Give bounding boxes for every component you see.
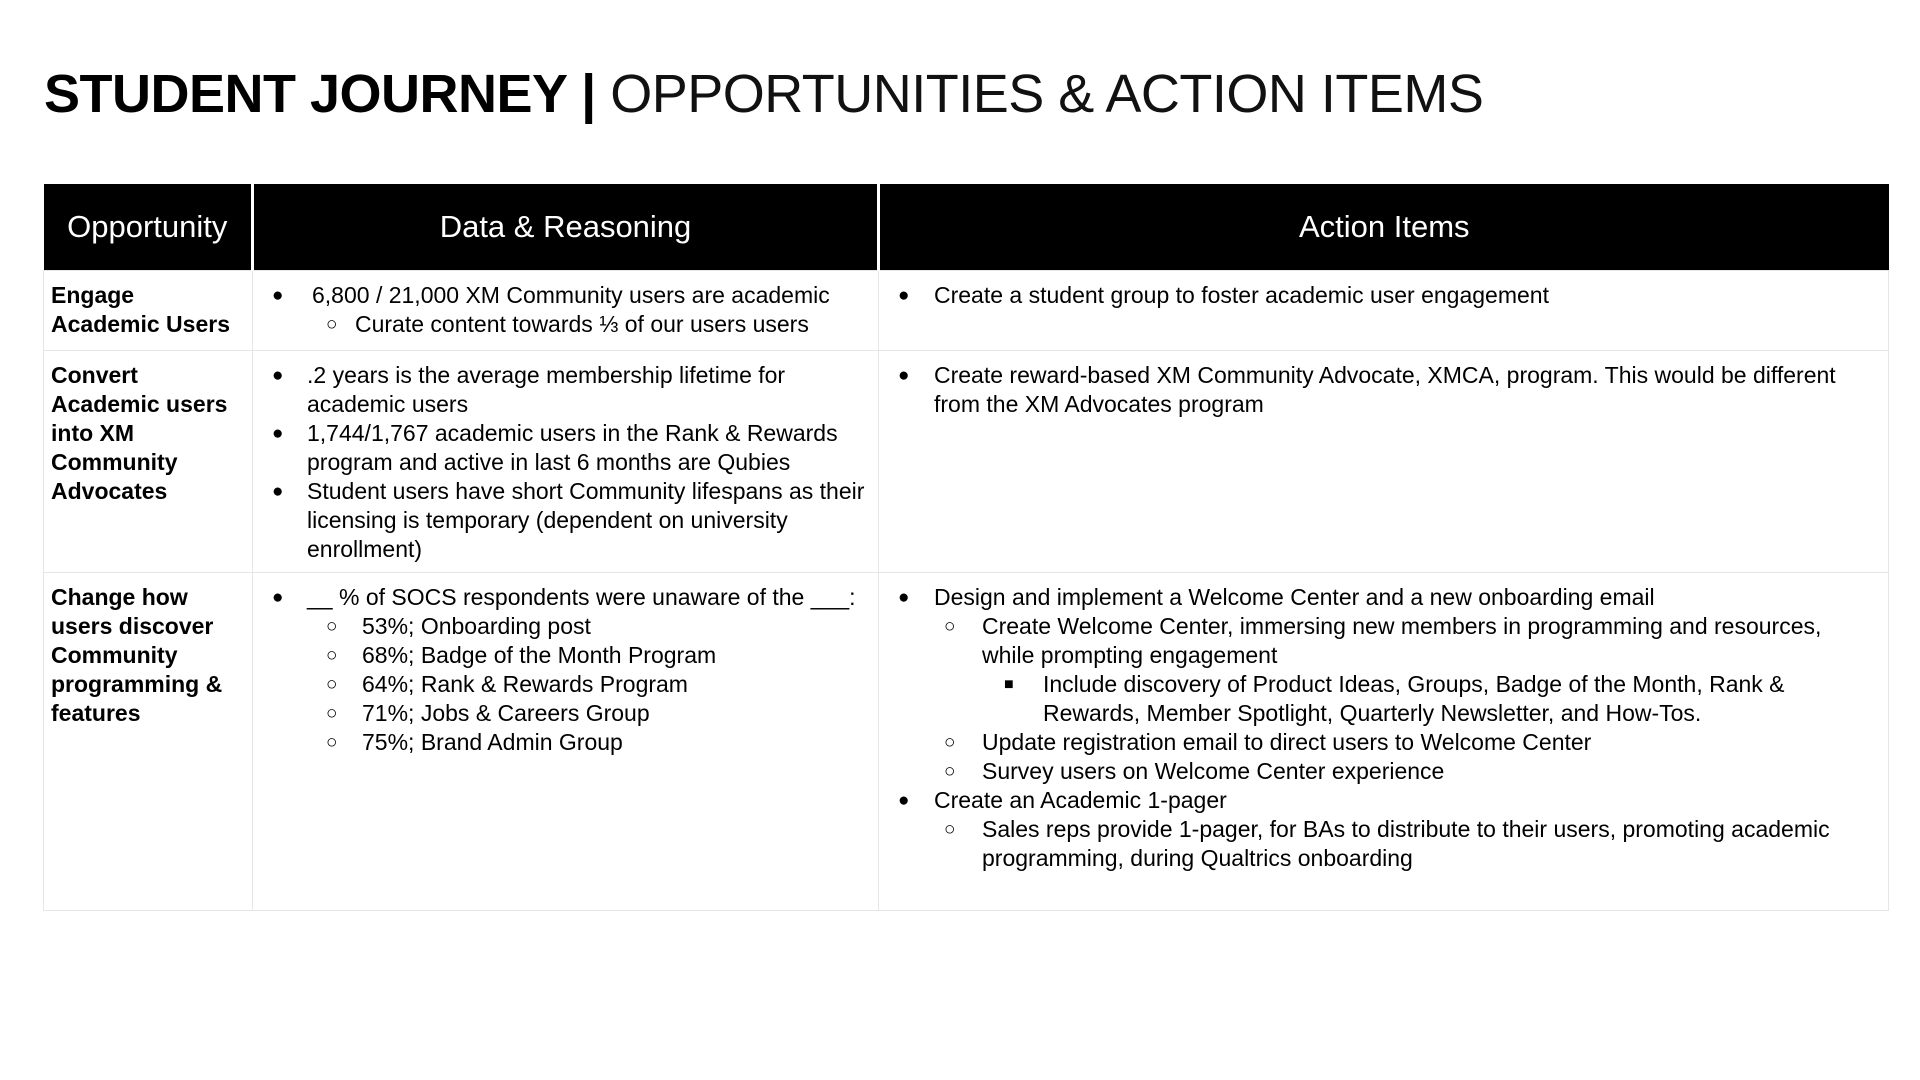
- list-item: [934, 612, 1878, 728]
- opportunity-cell: Convert Academic users into XM Community Advocates: [44, 351, 253, 573]
- list-item: ○ Survey users on Welcome Center experience: [934, 757, 1878, 786]
- list-item: ● .2 years is the average membership lifetime for academic users: [263, 361, 868, 419]
- list-item: ○ 64%; Rank & Rewards Program: [307, 670, 868, 699]
- header-opportunity: Opportunity: [44, 184, 253, 271]
- opportunity-cell: Change how users discover Community programming & features: [44, 573, 253, 911]
- action-cell: [879, 271, 1889, 351]
- opportunities-table: [43, 184, 1889, 911]
- list-item: ○ Update registration email to direct users to Welcome Center: [934, 728, 1878, 757]
- list-item: [889, 786, 1878, 873]
- page-title: [44, 62, 1483, 126]
- list-item-text: Design and implement a Welcome Center and a new onboarding email: [934, 584, 1655, 610]
- list-item-text: 6,800 / 21,000 XM Community users are academic: [312, 282, 830, 308]
- opportunity-cell: Engage Academic Users: [44, 271, 253, 351]
- list-item: ● 1,744/1,767 academic users in the Rank & Rewards program and active in last 6 months are Qubies: [263, 419, 868, 477]
- list-item: ○ 71%; Jobs & Careers Group: [307, 699, 868, 728]
- data-cell: [253, 351, 879, 573]
- list-item: ■ Include discovery of Product Ideas, Groups, Badge of the Month, Rank & Rewards, Member Spotlight, Quarterly Newsletter, and How-Tos.: [982, 670, 1878, 728]
- list-item: ● Create a student group to foster academic user engagement: [889, 281, 1878, 310]
- list-item: [263, 281, 868, 339]
- header-data-reasoning: Data & Reasoning: [253, 184, 879, 271]
- data-cell: [253, 573, 879, 911]
- table-row: [44, 271, 1889, 351]
- action-cell: [879, 573, 1889, 911]
- list-item: ● Create reward-based XM Community Advocate, XMCA, program. This would be different from the XM Advocates program: [889, 361, 1878, 419]
- action-cell: [879, 351, 1889, 573]
- list-item-text: Create an Academic 1-pager: [934, 787, 1227, 813]
- data-cell: [253, 271, 879, 351]
- list-item: [263, 583, 868, 757]
- list-item: ○ Curate content towards ⅓ of our users users: [307, 310, 868, 339]
- list-item: ● Student users have short Community lifespans as their licensing is temporary (dependent on university enrollment): [263, 477, 868, 564]
- page-title-light: OPPORTUNITIES & ACTION ITEMS: [610, 64, 1484, 124]
- header-action-items: Action Items: [879, 184, 1889, 271]
- list-item: [889, 583, 1878, 786]
- list-item-text: __ % of SOCS respondents were unaware of the ___:: [307, 584, 856, 610]
- table-row: [44, 351, 1889, 573]
- table-header-row: [44, 184, 1889, 271]
- list-item: ○ 75%; Brand Admin Group: [307, 728, 868, 757]
- list-item-text: Create Welcome Center, immersing new members in programming and resources, while prompting engagement: [982, 613, 1822, 668]
- list-item: ○ Sales reps provide 1-pager, for BAs to distribute to their users, promoting academic programming, during Qualtrics onboarding: [934, 815, 1878, 873]
- page-title-bold: STUDENT JOURNEY |: [44, 64, 596, 124]
- list-item: ○ 68%; Badge of the Month Program: [307, 641, 868, 670]
- table-row: [44, 573, 1889, 911]
- list-item: ○ 53%; Onboarding post: [307, 612, 868, 641]
